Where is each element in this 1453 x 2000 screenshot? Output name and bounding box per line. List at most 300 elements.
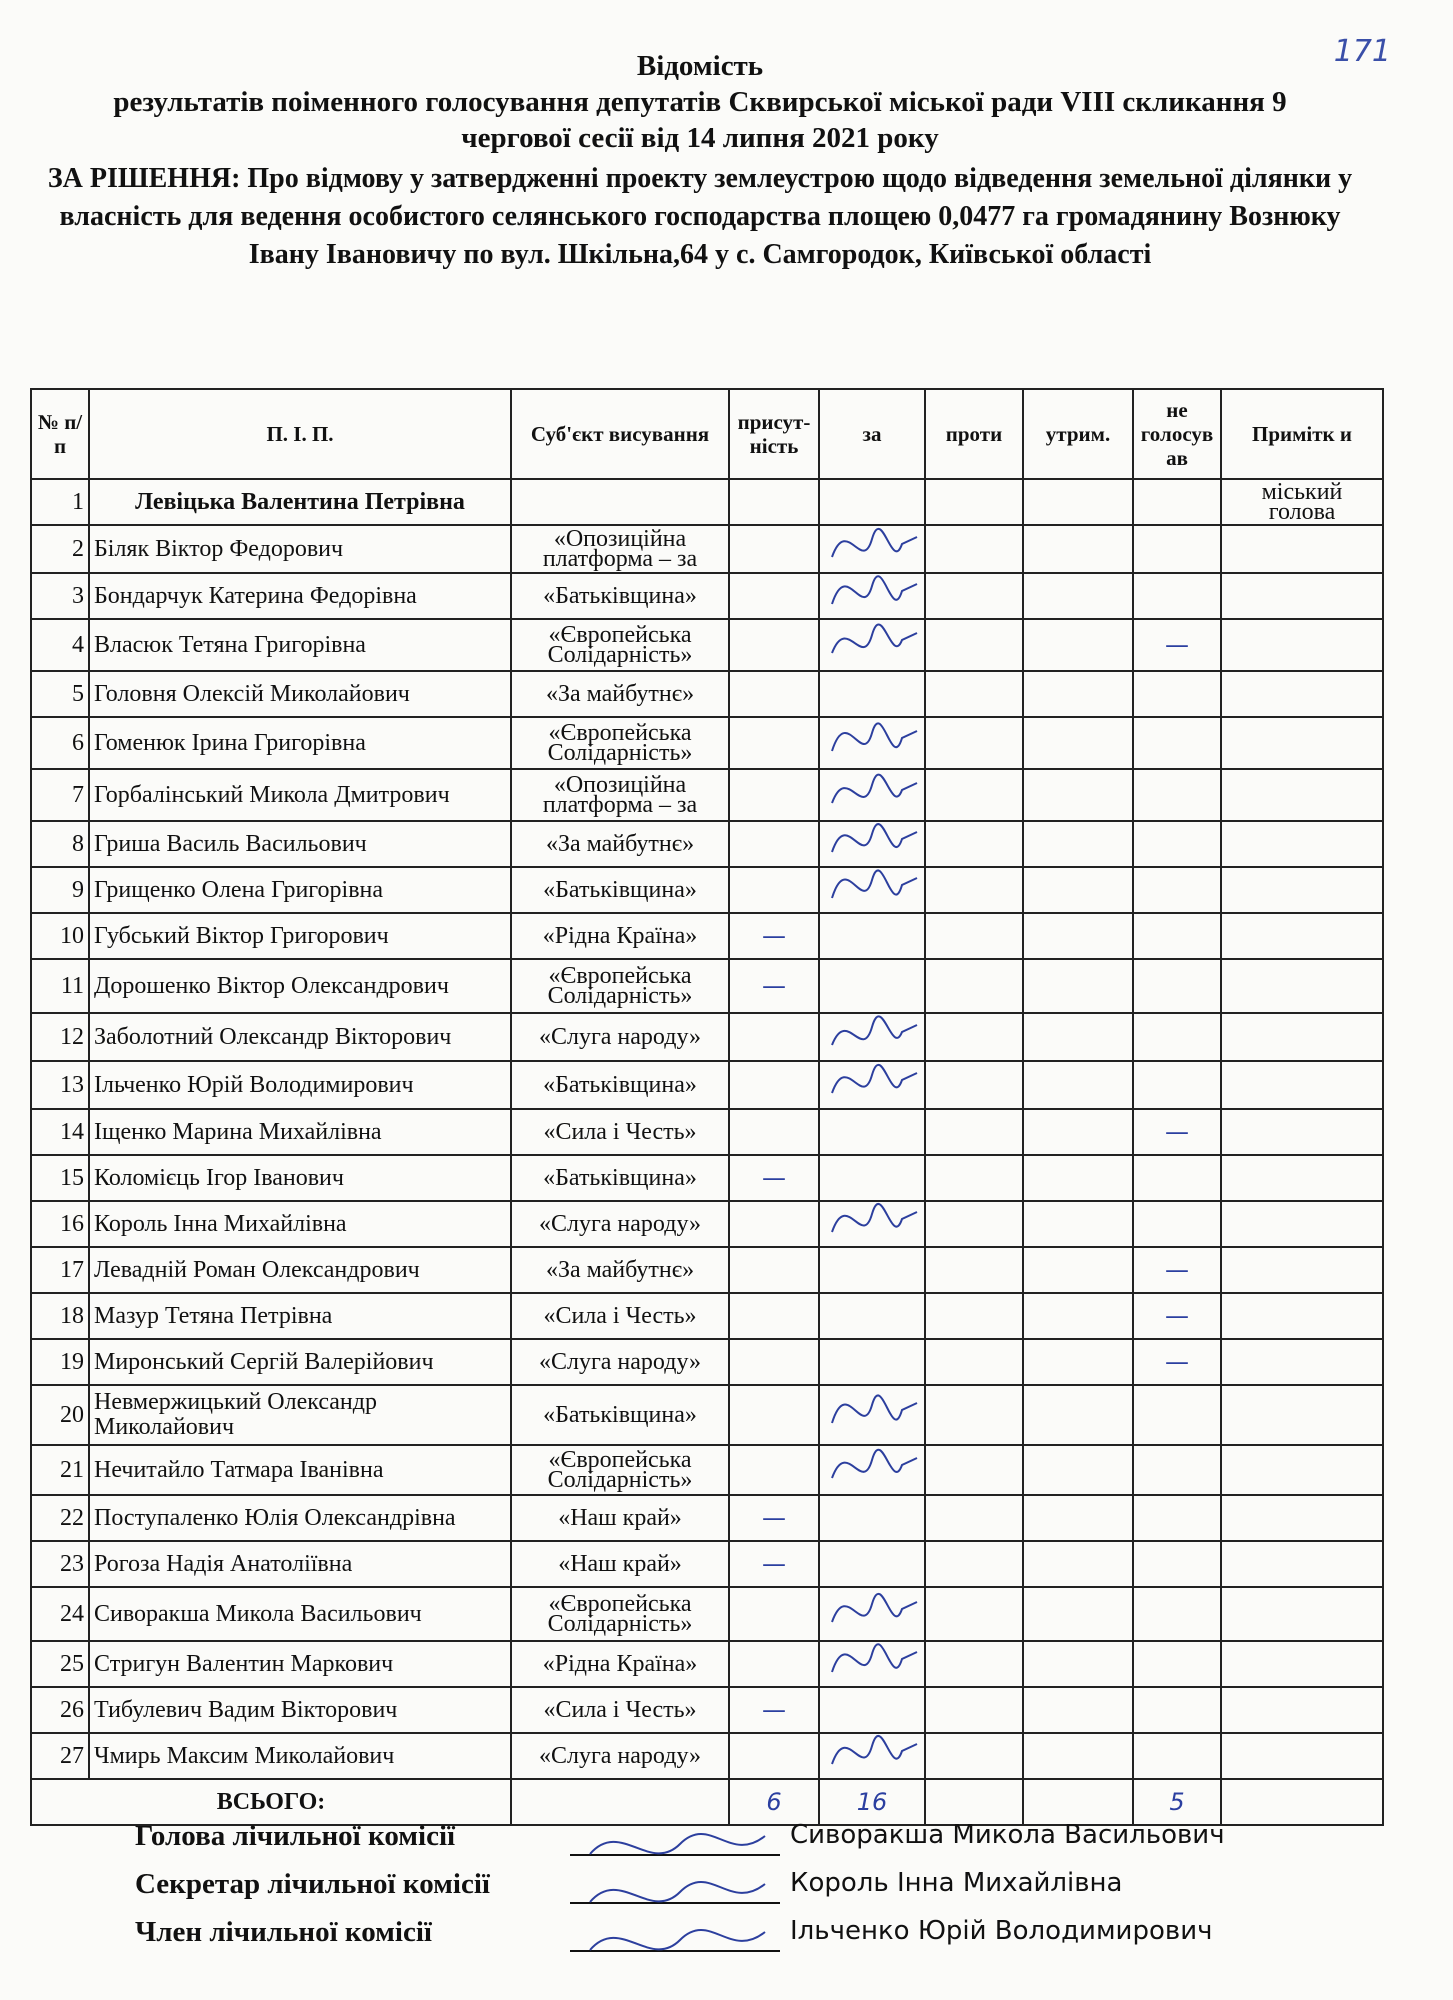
row-number: 13 [31, 1061, 89, 1109]
row-note [1221, 619, 1383, 671]
deputy-name: Губський Віктор Григорович [89, 913, 511, 959]
col-notes: Примітк и [1221, 389, 1383, 479]
no-vote-mark [1133, 1155, 1221, 1201]
vote-against-cell [925, 1495, 1023, 1541]
deputy-name: Біляк Віктор Федорович [89, 525, 511, 573]
row-note [1221, 1445, 1383, 1495]
vote-for-cell [819, 769, 925, 821]
row-number: 27 [31, 1733, 89, 1779]
present-mark: — [729, 959, 819, 1013]
row-note [1221, 1061, 1383, 1109]
deputy-party: «Наш край» [511, 1495, 729, 1541]
table-row [31, 1641, 1383, 1687]
no-vote-mark [1133, 479, 1221, 525]
present-mark [729, 1293, 819, 1339]
no-vote-mark: — [1133, 1109, 1221, 1155]
row-number: 25 [31, 1641, 89, 1687]
table-row [31, 479, 1383, 525]
col-present: присут-ність [729, 389, 819, 479]
deputy-name: Іщенко Марина Михайлівна [89, 1109, 511, 1155]
no-vote-mark: — [1133, 619, 1221, 671]
col-party: Суб'єкт висування [511, 389, 729, 479]
row-note [1221, 913, 1383, 959]
present-mark [729, 1201, 819, 1247]
table-row [31, 1201, 1383, 1247]
present-mark [729, 1385, 819, 1445]
deputy-party: «Рідна Країна» [511, 913, 729, 959]
deputy-party: «Європейська Солідарність» [511, 717, 729, 769]
row-number: 15 [31, 1155, 89, 1201]
decision-title: ЗА РІШЕННЯ: Про відмову у затвердженні проекту землеустрою щодо відведення земельної ділянки у власність для ведення особистого селянського господарства площею 0,0477 га громадянину Вознюку Івану Івановичу по вул. Шкільна,64 у с. Самгородок, Київської області [47, 163, 1353, 270]
table-row [31, 1247, 1383, 1293]
vote-against-cell [925, 619, 1023, 671]
row-number: 8 [31, 821, 89, 867]
table-row [31, 1109, 1383, 1155]
deputy-name: Мазур Тетяна Петрівна [89, 1293, 511, 1339]
counting-commission [135, 1820, 1365, 1964]
row-note [1221, 769, 1383, 821]
table-row [31, 1385, 1383, 1445]
row-note [1221, 1495, 1383, 1541]
present-mark [729, 1339, 819, 1385]
vote-for-cell [819, 1445, 925, 1495]
deputy-party: «Слуга народу» [511, 1733, 729, 1779]
vote-abstain-cell [1023, 1541, 1133, 1587]
no-vote-mark: — [1133, 1339, 1221, 1385]
vote-abstain-cell [1023, 867, 1133, 913]
commission-row [135, 1868, 1365, 1916]
no-vote-mark [1133, 821, 1221, 867]
signature-line [570, 1854, 780, 1856]
deputy-party: «Опозиційна платформа – за [511, 769, 729, 821]
vote-against-cell [925, 717, 1023, 769]
table-row [31, 821, 1383, 867]
commission-member: Ільченко Юрій Володимирович [790, 1916, 1213, 1946]
present-mark [729, 1445, 819, 1495]
present-mark [729, 1109, 819, 1155]
table-row [31, 619, 1383, 671]
vote-against-cell [925, 1445, 1023, 1495]
deputy-name: Невмержицький Олександр Миколайович [89, 1385, 511, 1445]
row-note [1221, 959, 1383, 1013]
row-number: 18 [31, 1293, 89, 1339]
present-mark: — [729, 1495, 819, 1541]
row-number: 22 [31, 1495, 89, 1541]
vote-for-cell [819, 1687, 925, 1733]
row-note [1221, 821, 1383, 867]
deputy-party: «Слуга народу» [511, 1013, 729, 1061]
vote-for-cell [819, 1247, 925, 1293]
present-mark [729, 769, 819, 821]
vote-abstain-cell [1023, 1293, 1133, 1339]
no-vote-mark [1133, 769, 1221, 821]
deputy-party: «Європейська Солідарність» [511, 959, 729, 1013]
vote-for-cell [819, 717, 925, 769]
row-number: 1 [31, 479, 89, 525]
col-for: за [819, 389, 925, 479]
row-number: 20 [31, 1385, 89, 1445]
vote-abstain-cell [1023, 1587, 1133, 1641]
commission-role: Член лічильної комісії [135, 1916, 432, 1948]
commission-row [135, 1820, 1365, 1868]
present-mark [729, 1247, 819, 1293]
deputy-name: Горбалінський Микола Дмитрович [89, 769, 511, 821]
commission-row [135, 1916, 1365, 1964]
vote-abstain-cell [1023, 913, 1133, 959]
vote-for-cell [819, 867, 925, 913]
row-number: 10 [31, 913, 89, 959]
vote-abstain-cell [1023, 959, 1133, 1013]
vote-against-cell [925, 1733, 1023, 1779]
deputy-party: «Слуга народу» [511, 1339, 729, 1385]
vote-for-cell [819, 1495, 925, 1541]
row-note [1221, 1293, 1383, 1339]
deputy-name: Головня Олексій Миколайович [89, 671, 511, 717]
table-row [31, 1013, 1383, 1061]
col-against: проти [925, 389, 1023, 479]
doc-title: Відомість [636, 50, 764, 82]
vote-for-cell [819, 1061, 925, 1109]
row-number: 14 [31, 1109, 89, 1155]
vote-for-cell [819, 1339, 925, 1385]
deputy-party: «Батьківщина» [511, 573, 729, 619]
vote-abstain-cell [1023, 1339, 1133, 1385]
table-row [31, 1155, 1383, 1201]
deputy-name: Левадній Роман Олександрович [89, 1247, 511, 1293]
vote-for-cell [819, 1155, 925, 1201]
row-note [1221, 1687, 1383, 1733]
deputy-party: «Батьківщина» [511, 1155, 729, 1201]
table-row [31, 1061, 1383, 1109]
vote-against-cell [925, 1013, 1023, 1061]
present-mark [729, 671, 819, 717]
row-number: 2 [31, 525, 89, 573]
no-vote-mark [1133, 959, 1221, 1013]
row-number: 6 [31, 717, 89, 769]
row-note [1221, 525, 1383, 573]
vote-against-cell [925, 1293, 1023, 1339]
deputy-name: Грищенко Олена Григорівна [89, 867, 511, 913]
row-note [1221, 1541, 1383, 1587]
table-row [31, 671, 1383, 717]
present-mark: — [729, 1155, 819, 1201]
deputy-name: Левіцька Валентина Петрівна [89, 479, 511, 525]
page-number: 171 [1333, 34, 1391, 69]
deputy-name: Дорошенко Віктор Олександрович [89, 959, 511, 1013]
vote-for-cell [819, 671, 925, 717]
deputy-party: «Сила і Честь» [511, 1293, 729, 1339]
table-row [31, 1541, 1383, 1587]
row-note [1221, 1013, 1383, 1061]
deputy-party: «Опозиційна платформа – за [511, 525, 729, 573]
row-note [1221, 573, 1383, 619]
commission-role: Секретар лічильної комісії [135, 1868, 490, 1900]
vote-against-cell [925, 769, 1023, 821]
deputy-party [511, 479, 729, 525]
present-mark [729, 821, 819, 867]
present-mark: — [729, 913, 819, 959]
doc-subtitle-line1: результатів поіменного голосування депутатів Сквирської міської ради VIII скликання 9 [113, 86, 1287, 118]
vote-against-cell [925, 1201, 1023, 1247]
total-novote: 5 [1133, 1779, 1221, 1825]
vote-for-cell [819, 1109, 925, 1155]
deputy-name: Власюк Тетяна Григорівна [89, 619, 511, 671]
row-note [1221, 1155, 1383, 1201]
row-number: 12 [31, 1013, 89, 1061]
no-vote-mark [1133, 1201, 1221, 1247]
vote-abstain-cell [1023, 573, 1133, 619]
vote-against-cell [925, 1687, 1023, 1733]
deputy-name: Гриша Василь Васильович [89, 821, 511, 867]
vote-against-cell [925, 1641, 1023, 1687]
table-row [31, 573, 1383, 619]
table-row [31, 717, 1383, 769]
vote-abstain-cell [1023, 1201, 1133, 1247]
row-number: 11 [31, 959, 89, 1013]
present-mark [729, 1733, 819, 1779]
vote-abstain-cell [1023, 1155, 1133, 1201]
deputy-party: «Батьківщина» [511, 1385, 729, 1445]
present-mark [729, 619, 819, 671]
vote-against-cell [925, 1339, 1023, 1385]
vote-abstain-cell [1023, 1109, 1133, 1155]
present-mark [729, 479, 819, 525]
vote-abstain-cell [1023, 479, 1133, 525]
table-row [31, 1293, 1383, 1339]
vote-abstain-cell [1023, 1641, 1133, 1687]
deputy-party: «За майбутнє» [511, 671, 729, 717]
row-number: 4 [31, 619, 89, 671]
total-notes [1221, 1779, 1383, 1825]
no-vote-mark: — [1133, 1247, 1221, 1293]
vote-abstain-cell [1023, 1733, 1133, 1779]
vote-abstain-cell [1023, 1687, 1133, 1733]
deputy-name: Гоменюк Ірина Григорівна [89, 717, 511, 769]
table-row [31, 1687, 1383, 1733]
vote-for-cell [819, 1013, 925, 1061]
present-mark [729, 1061, 819, 1109]
row-note [1221, 671, 1383, 717]
signature-line [570, 1950, 780, 1952]
table-row [31, 1495, 1383, 1541]
no-vote-mark [1133, 913, 1221, 959]
col-num: № п/п [31, 389, 89, 479]
table-row [31, 769, 1383, 821]
table-row [31, 867, 1383, 913]
deputy-name: Ільченко Юрій Володимирович [89, 1061, 511, 1109]
deputy-party: «Європейська Солідарність» [511, 619, 729, 671]
vote-for-cell [819, 619, 925, 671]
deputy-party: «Слуга народу» [511, 1201, 729, 1247]
no-vote-mark [1133, 525, 1221, 573]
vote-abstain-cell [1023, 1061, 1133, 1109]
deputy-name: Король Інна Михайлівна [89, 1201, 511, 1247]
vote-for-cell [819, 1641, 925, 1687]
table-row [31, 1445, 1383, 1495]
deputy-party: «Сила і Честь» [511, 1109, 729, 1155]
vote-against-cell [925, 525, 1023, 573]
vote-for-cell [819, 1541, 925, 1587]
present-mark: — [729, 1687, 819, 1733]
vote-abstain-cell [1023, 821, 1133, 867]
no-vote-mark [1133, 573, 1221, 619]
doc-subtitle-line2: чергової сесії від 14 липня 2021 року [461, 122, 939, 154]
row-note [1221, 1733, 1383, 1779]
vote-for-cell [819, 525, 925, 573]
no-vote-mark [1133, 671, 1221, 717]
row-note [1221, 1201, 1383, 1247]
row-number: 19 [31, 1339, 89, 1385]
deputy-party: «Батьківщина» [511, 1061, 729, 1109]
commission-role: Голова лічильної комісії [135, 1820, 456, 1852]
vote-for-cell [819, 821, 925, 867]
vote-against-cell [925, 1587, 1023, 1641]
row-number: 9 [31, 867, 89, 913]
deputy-name: Бондарчук Катерина Федорівна [89, 573, 511, 619]
row-number: 7 [31, 769, 89, 821]
table-row [31, 1339, 1383, 1385]
deputy-name: Заболотний Олександр Вікторович [89, 1013, 511, 1061]
totals-party [511, 1779, 729, 1825]
present-mark [729, 867, 819, 913]
no-vote-mark [1133, 1733, 1221, 1779]
vote-against-cell [925, 867, 1023, 913]
commission-member: Сиворакша Микола Васильович [790, 1820, 1225, 1850]
no-vote-mark [1133, 1641, 1221, 1687]
vote-against-cell [925, 821, 1023, 867]
deputy-party: «Наш край» [511, 1541, 729, 1587]
vote-against-cell [925, 1155, 1023, 1201]
col-abstain: утрим. [1023, 389, 1133, 479]
row-number: 24 [31, 1587, 89, 1641]
signature-line [570, 1902, 780, 1904]
no-vote-mark: — [1133, 1293, 1221, 1339]
row-note [1221, 867, 1383, 913]
deputy-party: «Сила і Честь» [511, 1687, 729, 1733]
deputy-name: Нечитайло Татмара Іванівна [89, 1445, 511, 1495]
vote-for-cell [819, 1733, 925, 1779]
row-note [1221, 1641, 1383, 1687]
no-vote-mark [1133, 1495, 1221, 1541]
voting-table [30, 388, 1384, 1826]
row-note [1221, 717, 1383, 769]
col-novote: не голосув ав [1133, 389, 1221, 479]
no-vote-mark [1133, 1445, 1221, 1495]
no-vote-mark [1133, 1587, 1221, 1641]
row-number: 21 [31, 1445, 89, 1495]
table-row [31, 525, 1383, 573]
deputy-name: Рогоза Надія Анатоліївна [89, 1541, 511, 1587]
deputy-party: «Рідна Країна» [511, 1641, 729, 1687]
vote-against-cell [925, 1385, 1023, 1445]
vote-for-cell [819, 1293, 925, 1339]
deputy-party: «За майбутнє» [511, 821, 729, 867]
no-vote-mark [1133, 1687, 1221, 1733]
total-present: 6 [729, 1779, 819, 1825]
present-mark [729, 1587, 819, 1641]
row-note [1221, 1385, 1383, 1445]
row-number: 5 [31, 671, 89, 717]
deputy-name: Тибулевич Вадим Вікторович [89, 1687, 511, 1733]
present-mark [729, 1641, 819, 1687]
vote-for-cell [819, 1587, 925, 1641]
row-note [1221, 1247, 1383, 1293]
present-mark: — [729, 1541, 819, 1587]
vote-abstain-cell [1023, 717, 1133, 769]
vote-for-cell [819, 1385, 925, 1445]
vote-for-cell [819, 573, 925, 619]
total-against [925, 1779, 1023, 1825]
deputy-name: Стригун Валентин Маркович [89, 1641, 511, 1687]
row-number: 23 [31, 1541, 89, 1587]
row-note [1221, 1339, 1383, 1385]
vote-against-cell [925, 1247, 1023, 1293]
present-mark [729, 573, 819, 619]
deputy-name: Чмирь Максим Миколайович [89, 1733, 511, 1779]
row-note [1221, 1587, 1383, 1641]
no-vote-mark [1133, 717, 1221, 769]
row-note: міський голова [1221, 479, 1383, 525]
no-vote-mark [1133, 867, 1221, 913]
row-note [1221, 1109, 1383, 1155]
total-abstain [1023, 1779, 1133, 1825]
vote-abstain-cell [1023, 1445, 1133, 1495]
vote-against-cell [925, 573, 1023, 619]
deputy-party: «Батьківщина» [511, 867, 729, 913]
vote-abstain-cell [1023, 769, 1133, 821]
row-number: 16 [31, 1201, 89, 1247]
table-row [31, 1733, 1383, 1779]
vote-against-cell [925, 671, 1023, 717]
vote-abstain-cell [1023, 1495, 1133, 1541]
deputy-party: «Європейська Солідарність» [511, 1445, 729, 1495]
deputy-name: Сиворакша Микола Васильович [89, 1587, 511, 1641]
table-row [31, 913, 1383, 959]
vote-abstain-cell [1023, 1247, 1133, 1293]
row-number: 3 [31, 573, 89, 619]
vote-against-cell [925, 1061, 1023, 1109]
commission-member: Король Інна Михайлівна [790, 1868, 1123, 1898]
vote-abstain-cell [1023, 525, 1133, 573]
col-name: П. І. П. [89, 389, 511, 479]
row-number: 26 [31, 1687, 89, 1733]
deputy-party: «За майбутнє» [511, 1247, 729, 1293]
total-for: 16 [819, 1779, 925, 1825]
vote-against-cell [925, 1109, 1023, 1155]
present-mark [729, 717, 819, 769]
deputy-name: Поступаленко Юлія Олександрівна [89, 1495, 511, 1541]
vote-against-cell [925, 913, 1023, 959]
totals-row [31, 1779, 1383, 1825]
deputy-party: «Європейська Солідарність» [511, 1587, 729, 1641]
no-vote-mark [1133, 1385, 1221, 1445]
table-header-row [31, 389, 1383, 479]
vote-abstain-cell [1023, 1385, 1133, 1445]
table-row [31, 1587, 1383, 1641]
table-row [31, 959, 1383, 1013]
no-vote-mark [1133, 1013, 1221, 1061]
no-vote-mark [1133, 1061, 1221, 1109]
deputy-name: Коломієць Ігор Іванович [89, 1155, 511, 1201]
row-number: 17 [31, 1247, 89, 1293]
vote-for-cell [819, 959, 925, 1013]
vote-abstain-cell [1023, 671, 1133, 717]
vote-against-cell [925, 959, 1023, 1013]
deputy-name: Миронський Сергій Валерійович [89, 1339, 511, 1385]
vote-against-cell [925, 1541, 1023, 1587]
totals-label: ВСЬОГО: [31, 1779, 511, 1825]
present-mark [729, 525, 819, 573]
